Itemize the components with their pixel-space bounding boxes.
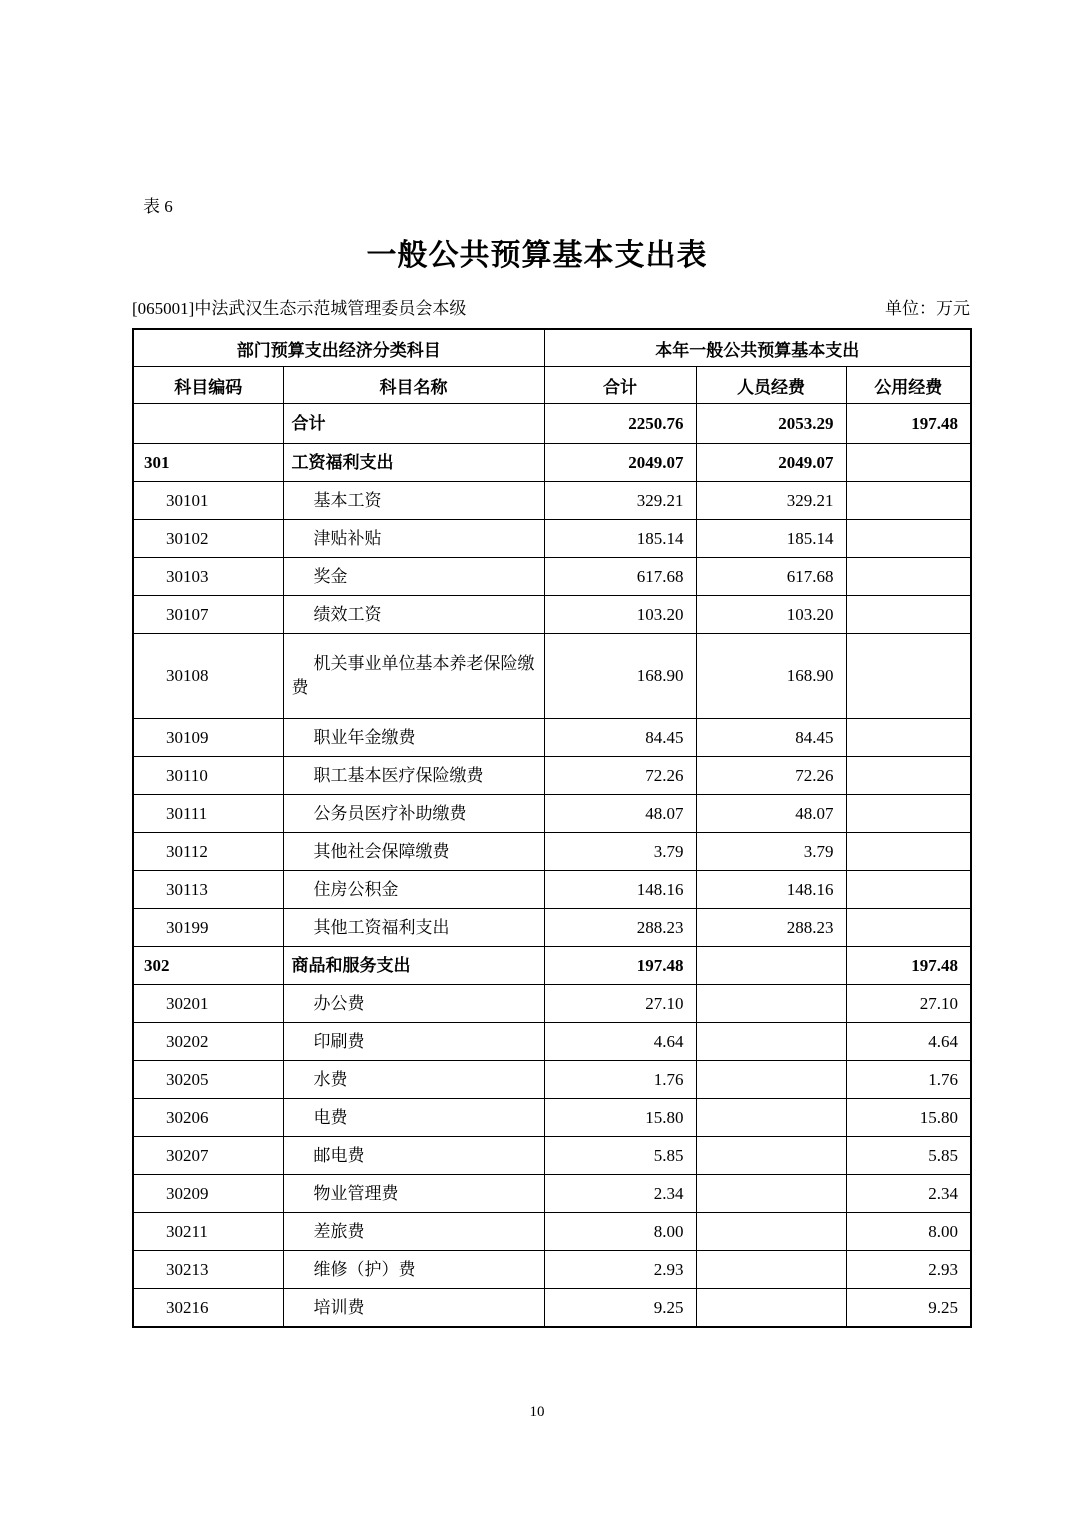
subject-code-cell: 30205 bbox=[133, 1061, 283, 1099]
subject-code-cell: 30206 bbox=[133, 1099, 283, 1137]
personnel-expense-cell: 617.68 bbox=[696, 558, 846, 596]
caption-row bbox=[132, 294, 970, 319]
subject-code-cell: 30213 bbox=[133, 1251, 283, 1289]
table-row bbox=[133, 985, 971, 1023]
personnel-expense-cell: 103.20 bbox=[696, 596, 846, 634]
personnel-expense-cell: 288.23 bbox=[696, 909, 846, 947]
subject-code-cell: 30107 bbox=[133, 596, 283, 634]
table-row bbox=[133, 1213, 971, 1251]
subject-name-cell: 其他社会保障缴费 bbox=[283, 833, 544, 871]
budget-table bbox=[132, 328, 972, 1328]
table-row bbox=[133, 909, 971, 947]
group-header-row bbox=[133, 329, 971, 367]
total-cell: 197.48 bbox=[544, 947, 696, 985]
subject-name-cell: 商品和服务支出 bbox=[283, 947, 544, 985]
subject-name-cell: 印刷费 bbox=[283, 1023, 544, 1061]
total-cell: 9.25 bbox=[544, 1289, 696, 1328]
subject-code-cell: 302 bbox=[133, 947, 283, 985]
col-header-code: 科目编码 bbox=[133, 367, 283, 404]
subject-code-cell: 30112 bbox=[133, 833, 283, 871]
table-row bbox=[133, 1099, 971, 1137]
public-expense-cell bbox=[846, 833, 971, 871]
public-expense-cell: 15.80 bbox=[846, 1099, 971, 1137]
public-expense-cell bbox=[846, 520, 971, 558]
public-expense-cell: 1.76 bbox=[846, 1061, 971, 1099]
total-cell: 27.10 bbox=[544, 985, 696, 1023]
personnel-expense-cell bbox=[696, 1023, 846, 1061]
table-row bbox=[133, 795, 971, 833]
total-cell: 617.68 bbox=[544, 558, 696, 596]
subject-code-cell: 30209 bbox=[133, 1175, 283, 1213]
subject-code-cell: 301 bbox=[133, 444, 283, 482]
public-expense-cell: 9.25 bbox=[846, 1289, 971, 1328]
table-row bbox=[133, 947, 971, 985]
personnel-expense-cell: 2053.29 bbox=[696, 404, 846, 444]
subject-name-cell: 邮电费 bbox=[283, 1137, 544, 1175]
total-cell: 1.76 bbox=[544, 1061, 696, 1099]
col-header-personnel: 人员经费 bbox=[696, 367, 846, 404]
total-cell: 4.64 bbox=[544, 1023, 696, 1061]
subject-name-cell: 物业管理费 bbox=[283, 1175, 544, 1213]
personnel-expense-cell bbox=[696, 1061, 846, 1099]
personnel-expense-cell bbox=[696, 1289, 846, 1328]
subject-name-cell: 机关事业单位基本养老保险缴费 bbox=[283, 634, 544, 719]
page-number: 10 bbox=[529, 1404, 545, 1420]
total-cell: 329.21 bbox=[544, 482, 696, 520]
subject-code-cell: 30216 bbox=[133, 1289, 283, 1328]
public-expense-cell bbox=[846, 444, 971, 482]
personnel-expense-cell: 168.90 bbox=[696, 634, 846, 719]
subject-code-cell: 30108 bbox=[133, 634, 283, 719]
table-row bbox=[133, 833, 971, 871]
personnel-expense-cell bbox=[696, 1099, 846, 1137]
subject-name-cell: 奖金 bbox=[283, 558, 544, 596]
subject-name-cell: 住房公积金 bbox=[283, 871, 544, 909]
subject-code-cell: 30113 bbox=[133, 871, 283, 909]
table-row bbox=[133, 757, 971, 795]
subject-name-cell: 公务员医疗补助缴费 bbox=[283, 795, 544, 833]
personnel-expense-cell bbox=[696, 1175, 846, 1213]
personnel-expense-cell: 72.26 bbox=[696, 757, 846, 795]
table-row bbox=[133, 404, 971, 444]
personnel-expense-cell: 329.21 bbox=[696, 482, 846, 520]
subject-name-cell: 差旅费 bbox=[283, 1213, 544, 1251]
table-row bbox=[133, 1061, 971, 1099]
subject-name-cell: 合计 bbox=[283, 404, 544, 444]
public-expense-cell bbox=[846, 871, 971, 909]
personnel-expense-cell bbox=[696, 985, 846, 1023]
public-expense-cell bbox=[846, 558, 971, 596]
table-label: 表 6 bbox=[143, 197, 173, 216]
total-cell: 72.26 bbox=[544, 757, 696, 795]
personnel-expense-cell: 148.16 bbox=[696, 871, 846, 909]
subject-name-cell: 基本工资 bbox=[283, 482, 544, 520]
subject-name-cell: 其他工资福利支出 bbox=[283, 909, 544, 947]
subject-name-cell: 津贴补贴 bbox=[283, 520, 544, 558]
personnel-expense-cell: 185.14 bbox=[696, 520, 846, 558]
total-cell: 3.79 bbox=[544, 833, 696, 871]
public-expense-cell: 197.48 bbox=[846, 404, 971, 444]
col-header-name: 科目名称 bbox=[283, 367, 544, 404]
org-name: [065001]中法武汉生态示范城管理委员会本级 bbox=[132, 299, 467, 318]
public-expense-cell bbox=[846, 795, 971, 833]
subject-name-cell: 职业年金缴费 bbox=[283, 719, 544, 757]
column-header-row bbox=[133, 367, 971, 404]
subject-name-cell: 办公费 bbox=[283, 985, 544, 1023]
total-cell: 288.23 bbox=[544, 909, 696, 947]
total-cell: 185.14 bbox=[544, 520, 696, 558]
subject-name-cell: 职工基本医疗保险缴费 bbox=[283, 757, 544, 795]
personnel-expense-cell: 84.45 bbox=[696, 719, 846, 757]
public-expense-cell bbox=[846, 757, 971, 795]
table-row bbox=[133, 1023, 971, 1061]
col-header-public: 公用经费 bbox=[846, 367, 971, 404]
subject-code-cell: 30111 bbox=[133, 795, 283, 833]
budget-table-body bbox=[133, 404, 971, 1328]
public-expense-cell: 2.93 bbox=[846, 1251, 971, 1289]
public-expense-cell: 8.00 bbox=[846, 1213, 971, 1251]
public-expense-cell: 27.10 bbox=[846, 985, 971, 1023]
subject-name-cell: 电费 bbox=[283, 1099, 544, 1137]
total-cell: 48.07 bbox=[544, 795, 696, 833]
subject-code-cell: 30201 bbox=[133, 985, 283, 1023]
subject-code-cell: 30202 bbox=[133, 1023, 283, 1061]
subject-code-cell: 30102 bbox=[133, 520, 283, 558]
public-expense-cell: 2.34 bbox=[846, 1175, 971, 1213]
personnel-expense-cell bbox=[696, 1251, 846, 1289]
public-expense-cell bbox=[846, 596, 971, 634]
subject-code-cell: 30211 bbox=[133, 1213, 283, 1251]
total-cell: 5.85 bbox=[544, 1137, 696, 1175]
table-row bbox=[133, 719, 971, 757]
total-cell: 15.80 bbox=[544, 1099, 696, 1137]
subject-code-cell: 30199 bbox=[133, 909, 283, 947]
total-cell: 2250.76 bbox=[544, 404, 696, 444]
subject-name-cell: 工资福利支出 bbox=[283, 444, 544, 482]
public-expense-cell: 197.48 bbox=[846, 947, 971, 985]
subject-name-cell: 培训费 bbox=[283, 1289, 544, 1328]
subject-code-cell: 30110 bbox=[133, 757, 283, 795]
public-expense-cell bbox=[846, 719, 971, 757]
unit-label: 单位：万元 bbox=[885, 299, 970, 318]
public-expense-cell: 5.85 bbox=[846, 1137, 971, 1175]
table-row bbox=[133, 1251, 971, 1289]
total-cell: 148.16 bbox=[544, 871, 696, 909]
subject-code-cell: 30103 bbox=[133, 558, 283, 596]
subject-code-cell: 30207 bbox=[133, 1137, 283, 1175]
public-expense-cell bbox=[846, 482, 971, 520]
personnel-expense-cell bbox=[696, 1137, 846, 1175]
page-title: 一般公共预算基本支出表 bbox=[366, 238, 708, 273]
table-row bbox=[133, 871, 971, 909]
table-header bbox=[133, 329, 971, 404]
public-expense-cell bbox=[846, 634, 971, 719]
table-row bbox=[133, 1175, 971, 1213]
subject-name-cell: 维修（护）费 bbox=[283, 1251, 544, 1289]
group-header-subject: 部门预算支出经济分类科目 bbox=[133, 329, 544, 367]
personnel-expense-cell bbox=[696, 947, 846, 985]
subject-code-cell bbox=[133, 404, 283, 444]
table-row bbox=[133, 482, 971, 520]
total-cell: 84.45 bbox=[544, 719, 696, 757]
group-header-expenditure: 本年一般公共预算基本支出 bbox=[544, 329, 971, 367]
personnel-expense-cell: 2049.07 bbox=[696, 444, 846, 482]
table-row bbox=[133, 596, 971, 634]
total-cell: 2.93 bbox=[544, 1251, 696, 1289]
table-row bbox=[133, 444, 971, 482]
table-row bbox=[133, 1289, 971, 1328]
total-cell: 2.34 bbox=[544, 1175, 696, 1213]
table-row bbox=[133, 634, 971, 719]
col-header-total: 合计 bbox=[544, 367, 696, 404]
table-row bbox=[133, 520, 971, 558]
public-expense-cell: 4.64 bbox=[846, 1023, 971, 1061]
subject-code-cell: 30101 bbox=[133, 482, 283, 520]
table-row bbox=[133, 558, 971, 596]
total-cell: 168.90 bbox=[544, 634, 696, 719]
total-cell: 2049.07 bbox=[544, 444, 696, 482]
public-expense-cell bbox=[846, 909, 971, 947]
personnel-expense-cell: 3.79 bbox=[696, 833, 846, 871]
total-cell: 103.20 bbox=[544, 596, 696, 634]
personnel-expense-cell: 48.07 bbox=[696, 795, 846, 833]
subject-code-cell: 30109 bbox=[133, 719, 283, 757]
subject-name-cell: 绩效工资 bbox=[283, 596, 544, 634]
personnel-expense-cell bbox=[696, 1213, 846, 1251]
table-row bbox=[133, 1137, 971, 1175]
subject-name-cell: 水费 bbox=[283, 1061, 544, 1099]
total-cell: 8.00 bbox=[544, 1213, 696, 1251]
